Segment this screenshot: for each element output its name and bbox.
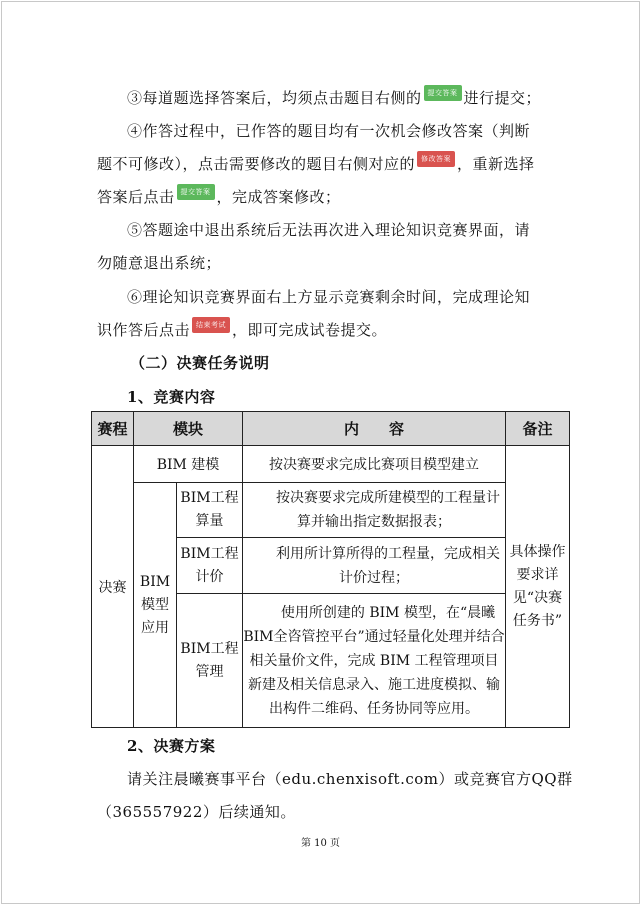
bim-application-cell: BIM模型应用 bbox=[134, 483, 177, 728]
stage-cell: 决赛 bbox=[92, 446, 134, 728]
modify-answer-button[interactable]: 修改答案 bbox=[417, 151, 455, 167]
subsection-heading: 2、决赛方案 bbox=[127, 737, 216, 755]
paragraph-text: ④作答过程中，已作答的题目均有一次机会修改答案（判断题不可修改），点击需要修改的题目右侧对应的 bbox=[97, 122, 531, 173]
paragraph-text: ③每道题选择答案后，均须点击题目右侧的 bbox=[127, 89, 422, 107]
paragraph-text: ⑥理论知识竞赛界面右上方显示竞赛剩余时间，完成理论知识作答后点击 bbox=[97, 288, 531, 339]
bim-modeling-cell: BIM 建模 bbox=[134, 446, 243, 483]
content-cell: 使用所创建的 BIM 模型，在“晨曦BIM全咨管控平台”通过轻量化处理并结合相关量价文件，完成 BIM 工程管理项目新建及相关信息录入、施工进度模拟、输出构件二维码、任务协同等应用。 bbox=[243, 594, 506, 728]
plan-text-line: （365557922）后续通知。 bbox=[97, 803, 296, 821]
paragraph-text: ，即可完成试卷提交。 bbox=[232, 321, 388, 339]
module-cell: BIM工程计价 bbox=[177, 538, 243, 594]
bim-modeling-content: 按决赛要求完成比赛项目模型建立 bbox=[243, 446, 506, 483]
content-cell: 按决赛要求完成所建模型的工程量计算并输出指定数据报表； bbox=[243, 483, 506, 538]
paragraph-step-5 bbox=[97, 214, 544, 280]
paragraph-step-3 bbox=[97, 82, 544, 115]
paragraph-step-6 bbox=[97, 281, 544, 347]
end-exam-button[interactable]: 结束考试 bbox=[192, 317, 230, 333]
plan-text-line: 请关注晨曦赛事平台（edu.chenxisoft.com）或竞赛官方QQ群 bbox=[127, 770, 573, 788]
section-heading: （二）决赛任务说明 bbox=[130, 354, 270, 372]
module-cell: BIM工程管理 bbox=[177, 594, 243, 728]
paragraph-text: ⑤答题途中退出系统后无法再次进入理论知识竞赛界面，请勿随意退出系统； bbox=[97, 221, 531, 272]
paragraph-text: ，完成答案修改； bbox=[216, 188, 341, 206]
page-number: 第 10 页 bbox=[300, 838, 341, 849]
note-cell: 具体操作要求详见“决赛任务书” bbox=[506, 446, 570, 728]
header-module: 模块 bbox=[134, 412, 243, 446]
subsection-heading: 1、竞赛内容 bbox=[127, 388, 216, 406]
paragraph-step-4 bbox=[97, 115, 544, 214]
paragraph-text: 进行提交； bbox=[463, 89, 542, 107]
module-cell: BIM工程算量 bbox=[177, 483, 243, 538]
competition-content-table bbox=[91, 411, 570, 728]
header-note: 备注 bbox=[506, 412, 570, 446]
header-content: 内 容 bbox=[243, 412, 506, 446]
header-stage: 赛程 bbox=[92, 412, 134, 446]
paragraph-text: ，重新选择答案后点击 bbox=[97, 155, 535, 206]
submit-answer-button[interactable]: 提交答案 bbox=[177, 184, 215, 200]
submit-answer-button[interactable]: 提交答案 bbox=[424, 85, 462, 101]
content-cell: 利用所计算所得的工程量，完成相关计价过程； bbox=[243, 538, 506, 594]
